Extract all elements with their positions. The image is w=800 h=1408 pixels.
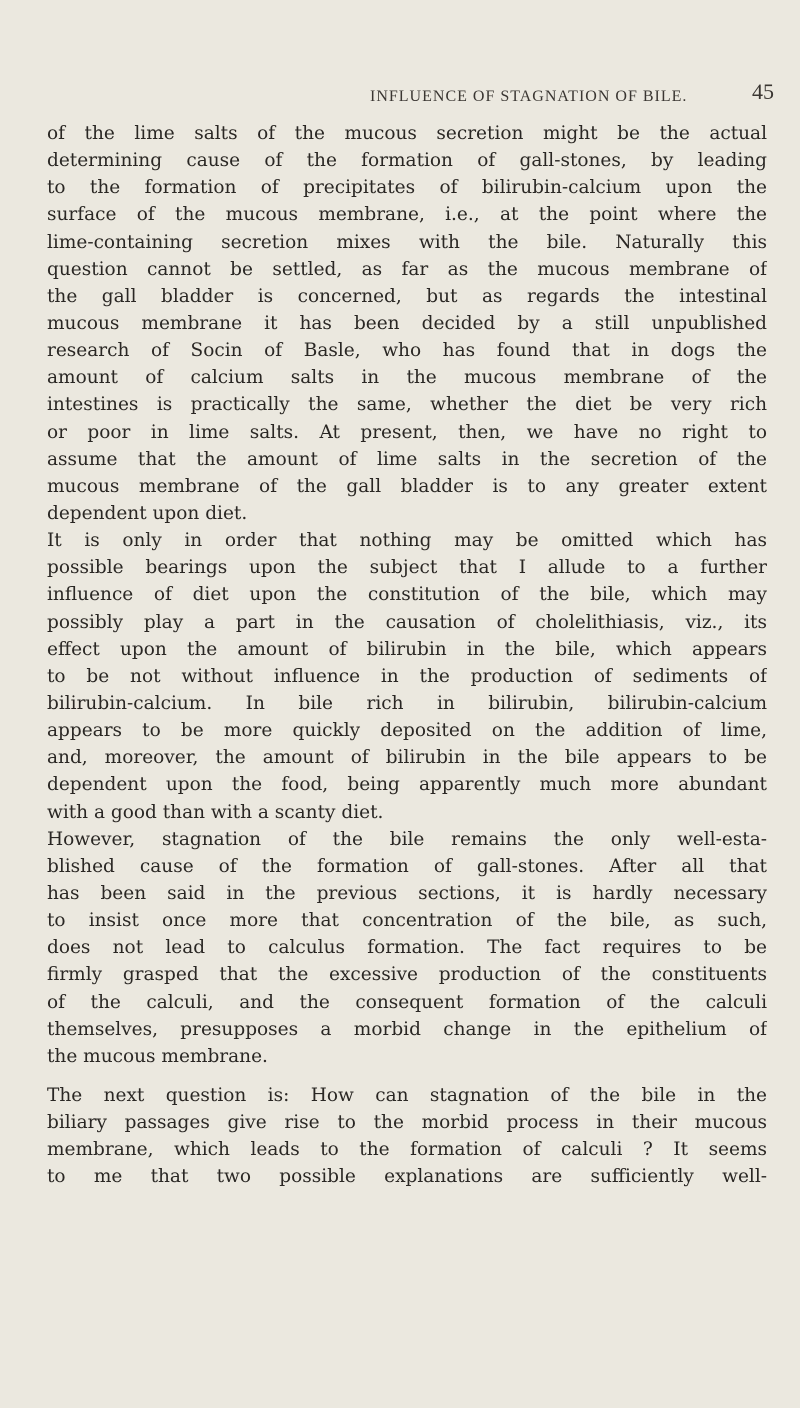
text-line: dependent upon diet.: [47, 502, 248, 524]
text-line: of the calculi, and the consequent formation of the calculi: [47, 991, 767, 1013]
text-line: to be not without influence in the production of sediments of: [47, 665, 767, 687]
text-line: effect upon the amount of bilirubin in the bile, which appears: [47, 638, 767, 660]
text-line: The next question is: How can stagnation of the bile in the: [47, 1084, 767, 1106]
text-line: amount of calcium salts in the mucous membrane of the: [47, 367, 767, 389]
text-line: and, moreover, the amount of bilirubin in the bile appears to be: [47, 747, 767, 769]
text-line: research of Socin of Basle, who has found that in dogs the: [47, 340, 767, 362]
text-line: of the lime salts of the mucous secretion might be the actual: [47, 123, 767, 144]
text-line: to insist once more that concentration of the bile, as such,: [47, 910, 767, 932]
text-line: appears to be more quickly deposited on the addition of lime,: [47, 720, 767, 742]
text-line: to the formation of precipitates of bilirubin-calcium upon the: [47, 177, 767, 199]
text-line: question cannot be settled, as far as the mucous membrane of: [47, 258, 767, 280]
text-line: assume that the amount of lime salts in the secretion of the: [47, 448, 767, 470]
text-line: to me that two possible explanations are sufficiently well-: [47, 1166, 767, 1188]
text-line: does not lead to calculus formation. The fact requires to be: [47, 937, 767, 959]
text-line: with a good than with a scanty diet.: [47, 801, 384, 823]
running-title: INFLUENCE OF STAGNATION OF BILE.: [370, 88, 688, 105]
text-line: biliary passages give rise to the morbid process in their mucous: [47, 1112, 767, 1134]
text-line: dependent upon the food, being apparently much more abundant: [47, 774, 767, 796]
text-line: or poor in lime salts. At present, then, we have no right to: [47, 421, 767, 443]
text-line: possibly play a part in the causation of cholelithiasis, viz., its: [47, 611, 767, 633]
text-line: determining cause of the formation of gall-stones, by leading: [47, 150, 767, 172]
body-text: [47, 120, 767, 1190]
text-line: mucous membrane it has been decided by a still unpublished: [47, 312, 767, 334]
text-line: lime-containing secretion mixes with the bile. Naturally this: [47, 231, 767, 253]
text-line: has been said in the previous sections, it is hardly necessary: [47, 882, 767, 904]
text-line: bilirubin-calcium. In bile rich in bilirubin, bilirubin-calcium: [47, 692, 767, 714]
text-line: possible bearings upon the subject that I allude to a further: [47, 557, 767, 579]
text-line: the mucous membrane.: [47, 1045, 268, 1067]
text-line: firmly grasped that the excessive production of the constituents: [47, 964, 767, 986]
text-line: themselves, presupposes a morbid change in the epithelium of: [47, 1018, 767, 1040]
text-line: surface of the mucous membrane, i.e., at the point where the: [47, 204, 767, 226]
text-line: However, stagnation of the bile remains the only well-esta-: [47, 828, 767, 850]
text-line: blished cause of the formation of gall-stones. After all that: [47, 855, 767, 877]
page-number: 45: [752, 79, 774, 104]
text-line: intestines is practically the same, whether the diet be very rich: [47, 394, 767, 416]
text-line: mucous membrane of the gall bladder is to any greater extent: [47, 475, 767, 497]
text-line: It is only in order that nothing may be omitted which has: [47, 530, 767, 552]
text-line: influence of diet upon the constitution of the bile, which may: [47, 584, 767, 606]
text-line: membrane, which leads to the formation of calculi ? It seems: [47, 1139, 767, 1161]
text-line: the gall bladder is concerned, but as regards the intestinal: [47, 285, 767, 307]
